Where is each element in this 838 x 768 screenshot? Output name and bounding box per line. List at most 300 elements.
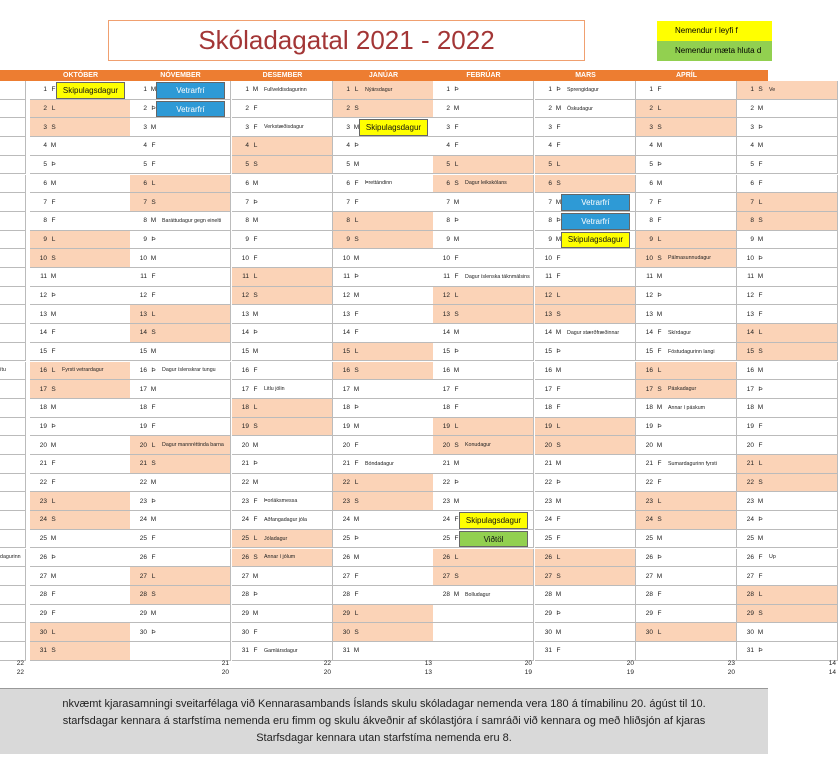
- day-cell: [30, 305, 131, 324]
- day-cell: [333, 362, 434, 381]
- day-cell: [636, 231, 737, 250]
- day-event: Fyrsti vetrardagur: [62, 367, 104, 374]
- weekday-letter: F: [454, 535, 459, 543]
- day-cell: [232, 567, 333, 586]
- weekday-letter: Þ: [151, 235, 156, 243]
- day-number: 2: [446, 105, 450, 113]
- day-cell: [433, 549, 534, 568]
- day-number: 25: [544, 535, 552, 543]
- day-cell: [130, 474, 231, 493]
- day-number: 18: [342, 404, 350, 412]
- weekday-letter: L: [354, 217, 359, 225]
- weekday-letter: F: [758, 422, 763, 430]
- total-value: 20: [524, 660, 532, 667]
- day-cell: [130, 343, 231, 362]
- weekday-letter: S: [354, 235, 359, 243]
- weekday-letter: M: [252, 441, 259, 449]
- day-number: 18: [442, 404, 450, 412]
- weekday-letter: F: [51, 329, 56, 337]
- day-cell: [30, 511, 131, 530]
- day-cell: [333, 399, 434, 418]
- day-cell: [333, 231, 434, 250]
- day-number: 1: [143, 86, 147, 94]
- weekday-letter: Þ: [556, 479, 561, 487]
- day-cell: [737, 436, 838, 455]
- weekday-letter: F: [354, 460, 359, 468]
- day-cell: [130, 492, 231, 511]
- weekday-letter: Þ: [354, 142, 359, 150]
- day-number: 7: [548, 198, 552, 206]
- day-number: 31: [544, 647, 552, 655]
- day-number: 16: [342, 366, 350, 374]
- day-cell: [130, 324, 231, 343]
- day-number: 27: [442, 572, 450, 580]
- weekday-letter: Þ: [454, 348, 459, 356]
- weekday-letter: M: [252, 310, 259, 318]
- day-cell: [232, 642, 333, 661]
- day-cell: [433, 362, 534, 381]
- day-cell: [0, 399, 26, 418]
- day-cell: [232, 343, 333, 362]
- day-cell: [30, 455, 131, 474]
- weekday-letter: L: [151, 441, 156, 449]
- weekday-letter: M: [757, 628, 764, 636]
- weekday-letter: F: [51, 479, 56, 487]
- weekday-letter: Þ: [151, 628, 156, 636]
- weekday-letter: S: [758, 217, 763, 225]
- day-number: 13: [39, 310, 47, 318]
- weekday-letter: M: [757, 497, 764, 505]
- day-number: 26: [39, 553, 47, 561]
- weekday-letter: Þ: [657, 422, 662, 430]
- day-number: 20: [342, 441, 350, 449]
- day-number: 9: [245, 235, 249, 243]
- weekday-letter: F: [657, 217, 662, 225]
- day-number: 8: [43, 217, 47, 225]
- weekday-letter: L: [151, 572, 156, 580]
- day-number: 18: [544, 404, 552, 412]
- weekday-letter: L: [51, 628, 56, 636]
- day-number: 25: [442, 535, 450, 543]
- day-number: 9: [446, 235, 450, 243]
- weekday-letter: M: [150, 86, 157, 94]
- weekday-letter: F: [454, 142, 459, 150]
- weekday-letter: Þ: [556, 348, 561, 356]
- weekday-letter: M: [150, 254, 157, 262]
- day-number: 21: [746, 460, 754, 468]
- day-number: 26: [342, 553, 350, 561]
- footer-line-3: Starfsdagar kennara utan starfstíma nemenda eru 8.: [256, 732, 512, 744]
- day-cell: [30, 193, 131, 212]
- weekday-letter: Þ: [51, 553, 56, 561]
- day-number: 9: [649, 235, 653, 243]
- day-number: 24: [746, 516, 754, 524]
- day-number: 12: [139, 292, 147, 300]
- day-number: 14: [241, 329, 249, 337]
- day-number: 26: [746, 553, 754, 561]
- day-cell: [636, 567, 737, 586]
- weekday-letter: M: [150, 516, 157, 524]
- day-number: 26: [241, 553, 249, 561]
- weekday-letter: Þ: [758, 123, 763, 131]
- day-cell: [636, 212, 737, 231]
- day-cell: [636, 324, 737, 343]
- day-number: 26: [139, 553, 147, 561]
- weekday-letter: S: [51, 516, 56, 524]
- day-cell: [0, 305, 26, 324]
- day-cell: [30, 436, 131, 455]
- day-event: Dagur íslenska táknmálsins: [465, 273, 530, 280]
- day-number: 19: [645, 422, 653, 430]
- weekday-letter: F: [51, 217, 56, 225]
- day-number: 19: [746, 422, 754, 430]
- weekday-letter: F: [253, 105, 258, 113]
- weekday-letter: Þ: [51, 292, 56, 300]
- weekday-letter: M: [656, 310, 663, 318]
- total-value: 20: [626, 660, 634, 667]
- day-cell: [30, 530, 131, 549]
- day-number: 8: [346, 217, 350, 225]
- day-number: 6: [245, 179, 249, 187]
- weekday-letter: L: [657, 366, 662, 374]
- day-number: 14: [544, 329, 552, 337]
- total-value: 19: [524, 669, 532, 676]
- day-number: 31: [746, 647, 754, 655]
- weekday-letter: F: [556, 516, 561, 524]
- weekday-letter: M: [453, 329, 460, 337]
- day-number: 23: [442, 497, 450, 505]
- day-cell: [0, 175, 26, 194]
- weekday-letter: L: [354, 609, 359, 617]
- weekday-letter: S: [556, 572, 561, 580]
- day-number: 4: [446, 142, 450, 150]
- day-number: 17: [544, 385, 552, 393]
- day-cell: [130, 399, 231, 418]
- day-number: 23: [645, 497, 653, 505]
- weekday-letter: L: [354, 348, 359, 356]
- day-number: 18: [746, 404, 754, 412]
- day-number: 2: [43, 105, 47, 113]
- day-cell: [737, 287, 838, 306]
- weekday-letter: M: [50, 273, 57, 281]
- weekday-letter: L: [51, 497, 56, 505]
- day-event: Konudagur: [465, 442, 491, 449]
- day-number: 11: [747, 273, 754, 281]
- day-cell: [737, 324, 838, 343]
- weekday-letter: F: [657, 609, 662, 617]
- day-number: 19: [39, 422, 47, 430]
- day-number: 2: [649, 105, 653, 113]
- legend-green: Nemendur mæta hluta d: [657, 41, 772, 61]
- day-cell: [232, 231, 333, 250]
- day-cell: [636, 455, 737, 474]
- day-cell: [636, 362, 737, 381]
- day-number: 7: [43, 198, 47, 206]
- weekday-letter: S: [758, 86, 763, 94]
- day-cell: [636, 549, 737, 568]
- day-cell: [0, 418, 26, 437]
- day-cell: [232, 418, 333, 437]
- day-cell: [636, 623, 737, 642]
- weekday-letter: F: [253, 123, 258, 131]
- weekday-letter: L: [454, 292, 459, 300]
- weekday-letter: F: [454, 516, 459, 524]
- day-cell: [232, 455, 333, 474]
- day-cell: [130, 231, 231, 250]
- weekday-letter: M: [353, 385, 360, 393]
- day-cell: [130, 268, 231, 287]
- day-cell: [333, 474, 434, 493]
- day-cell: [636, 268, 737, 287]
- weekday-letter: F: [556, 123, 561, 131]
- day-cell: [636, 305, 737, 324]
- total-value: 13: [424, 669, 432, 676]
- day-number: 22: [139, 479, 147, 487]
- day-number: 14: [39, 329, 47, 337]
- weekday-letter: M: [353, 292, 360, 300]
- day-cell: [433, 249, 534, 268]
- day-number: 23: [342, 497, 350, 505]
- day-number: 1: [446, 86, 450, 94]
- day-event: Skírdagur: [668, 329, 691, 336]
- day-cell: [433, 268, 534, 287]
- day-cell: [535, 436, 636, 455]
- day-number: 12: [442, 292, 450, 300]
- day-cell: [130, 418, 231, 437]
- day-event: Dagur mannréttinda barna: [162, 442, 224, 449]
- day-cell: [636, 418, 737, 437]
- day-number: 10: [139, 254, 147, 262]
- day-cell: [232, 511, 333, 530]
- day-number: 14: [746, 329, 754, 337]
- weekday-letter: Þ: [657, 161, 662, 169]
- day-cell: [433, 567, 534, 586]
- day-number: 7: [750, 198, 754, 206]
- weekday-letter: S: [556, 441, 561, 449]
- weekday-letter: Þ: [454, 479, 459, 487]
- day-cell: [433, 324, 534, 343]
- weekday-letter: M: [353, 647, 360, 655]
- weekday-letter: F: [454, 385, 459, 393]
- day-cell: [333, 455, 434, 474]
- day-cell: [535, 418, 636, 437]
- day-number: 11: [545, 273, 552, 281]
- day-cell: [433, 156, 534, 175]
- day-number: 20: [645, 441, 653, 449]
- weekday-letter: F: [354, 179, 359, 187]
- weekday-letter: M: [656, 572, 663, 580]
- totals-row: [0, 660, 836, 680]
- day-number: 2: [750, 105, 754, 113]
- weekday-letter: L: [758, 591, 763, 599]
- weekday-letter: S: [556, 179, 561, 187]
- day-number: 20: [442, 441, 450, 449]
- day-number: 13: [442, 310, 450, 318]
- weekday-letter: S: [354, 628, 359, 636]
- day-number: 26: [442, 553, 450, 561]
- day-number: 21: [342, 460, 350, 468]
- day-cell: [737, 81, 838, 100]
- weekday-letter: Þ: [51, 422, 56, 430]
- day-cell: [130, 530, 231, 549]
- day-cell: [433, 474, 534, 493]
- weekday-letter: S: [354, 497, 359, 505]
- day-number: 6: [43, 179, 47, 187]
- day-number: 22: [342, 479, 350, 487]
- weekday-letter: S: [657, 385, 662, 393]
- day-number: 23: [139, 497, 147, 505]
- day-cell: [737, 193, 838, 212]
- day-cell: [30, 492, 131, 511]
- day-cell: [0, 623, 26, 642]
- weekday-letter: Þ: [354, 404, 359, 412]
- month-header-bar: [0, 70, 768, 81]
- day-number: 7: [143, 198, 147, 206]
- day-number: 5: [548, 161, 552, 169]
- day-number: 30: [645, 628, 653, 636]
- day-cell: [232, 530, 333, 549]
- day-number: 30: [544, 628, 552, 636]
- weekday-letter: F: [758, 553, 763, 561]
- day-event: Sprengidagur: [567, 86, 599, 93]
- day-cell: [636, 586, 737, 605]
- day-cell: [535, 324, 636, 343]
- day-cell: [333, 380, 434, 399]
- day-cell: [535, 380, 636, 399]
- day-number: 13: [139, 310, 147, 318]
- day-cell: [433, 623, 534, 642]
- day-cell: [232, 623, 333, 642]
- day-cell: [737, 586, 838, 605]
- weekday-letter: F: [253, 516, 258, 524]
- day-cell: [737, 474, 838, 493]
- day-cell: [232, 175, 333, 194]
- day-cell: [30, 324, 131, 343]
- day-cell: [433, 586, 534, 605]
- day-cell: [737, 212, 838, 231]
- day-cell: [433, 492, 534, 511]
- day-number: 6: [548, 179, 552, 187]
- day-cell: [333, 249, 434, 268]
- weekday-letter: F: [151, 404, 156, 412]
- day-cell: [0, 343, 26, 362]
- day-cell: [535, 118, 636, 137]
- day-cell: [232, 362, 333, 381]
- day-cell: [30, 586, 131, 605]
- day-number: 17: [442, 385, 450, 393]
- weekday-letter: M: [150, 479, 157, 487]
- day-number: 22: [544, 479, 552, 487]
- weekday-letter: Þ: [556, 609, 561, 617]
- day-number: 9: [750, 235, 754, 243]
- day-cell: [30, 231, 131, 250]
- total-value: 14: [828, 669, 836, 676]
- day-cell: [433, 418, 534, 437]
- weekday-letter: S: [454, 572, 459, 580]
- day-cell: [333, 156, 434, 175]
- day-number: 27: [746, 572, 754, 580]
- weekday-letter: M: [656, 273, 663, 281]
- day-number: 17: [645, 385, 653, 393]
- day-number: 21: [139, 460, 147, 468]
- weekday-letter: F: [51, 198, 56, 206]
- calendar-grid: [0, 81, 776, 660]
- weekday-letter: M: [453, 105, 460, 113]
- day-cell: [535, 530, 636, 549]
- day-cell: [130, 287, 231, 306]
- day-number: 3: [446, 123, 450, 131]
- day-number: 12: [342, 292, 350, 300]
- day-number: 24: [139, 516, 147, 524]
- day-cell: [232, 324, 333, 343]
- day-number: 2: [346, 105, 350, 113]
- day-number: 16: [139, 366, 147, 374]
- day-cell: [636, 530, 737, 549]
- weekday-letter: F: [354, 572, 359, 580]
- event-badge: Skipulagsdagur: [359, 119, 428, 136]
- day-number: 16: [39, 366, 47, 374]
- total-value: 22: [323, 660, 331, 667]
- day-cell: [130, 212, 231, 231]
- weekday-letter: Þ: [454, 86, 459, 94]
- weekday-letter: S: [151, 591, 156, 599]
- weekday-letter: F: [657, 329, 662, 337]
- weekday-letter: M: [252, 479, 259, 487]
- day-cell: [0, 287, 26, 306]
- day-event: dagurinn: [0, 554, 21, 561]
- weekday-letter: S: [51, 647, 56, 655]
- day-cell: [0, 362, 26, 381]
- month-label: APRÍL: [676, 72, 697, 79]
- day-number: 1: [346, 86, 350, 94]
- day-cell: [232, 399, 333, 418]
- weekday-letter: S: [657, 516, 662, 524]
- weekday-letter: F: [253, 366, 258, 374]
- day-cell: [535, 287, 636, 306]
- day-number: 20: [544, 441, 552, 449]
- weekday-letter: M: [555, 105, 562, 113]
- weekday-letter: M: [50, 179, 57, 187]
- day-event: Nýársdagur: [365, 86, 393, 93]
- day-number: 7: [446, 198, 450, 206]
- day-number: 5: [346, 161, 350, 169]
- weekday-letter: M: [555, 628, 562, 636]
- day-cell: [0, 212, 26, 231]
- day-number: 30: [746, 628, 754, 636]
- day-cell: [333, 623, 434, 642]
- weekday-letter: M: [353, 254, 360, 262]
- month-label: OKTÓBER: [63, 72, 98, 79]
- total-value: 22: [16, 669, 24, 676]
- day-event: Up: [769, 554, 776, 561]
- weekday-letter: F: [51, 86, 56, 94]
- day-cell: [535, 249, 636, 268]
- day-cell: [433, 231, 534, 250]
- day-cell: [333, 343, 434, 362]
- day-cell: [636, 511, 737, 530]
- day-cell: [0, 549, 26, 568]
- day-cell: [433, 399, 534, 418]
- weekday-letter: M: [150, 609, 157, 617]
- day-cell: [433, 343, 534, 362]
- day-number: 4: [548, 142, 552, 150]
- weekday-letter: S: [454, 310, 459, 318]
- day-cell: [0, 156, 26, 175]
- day-number: 15: [645, 348, 653, 356]
- day-number: 25: [139, 535, 147, 543]
- day-number: 18: [645, 404, 653, 412]
- weekday-letter: M: [50, 142, 57, 150]
